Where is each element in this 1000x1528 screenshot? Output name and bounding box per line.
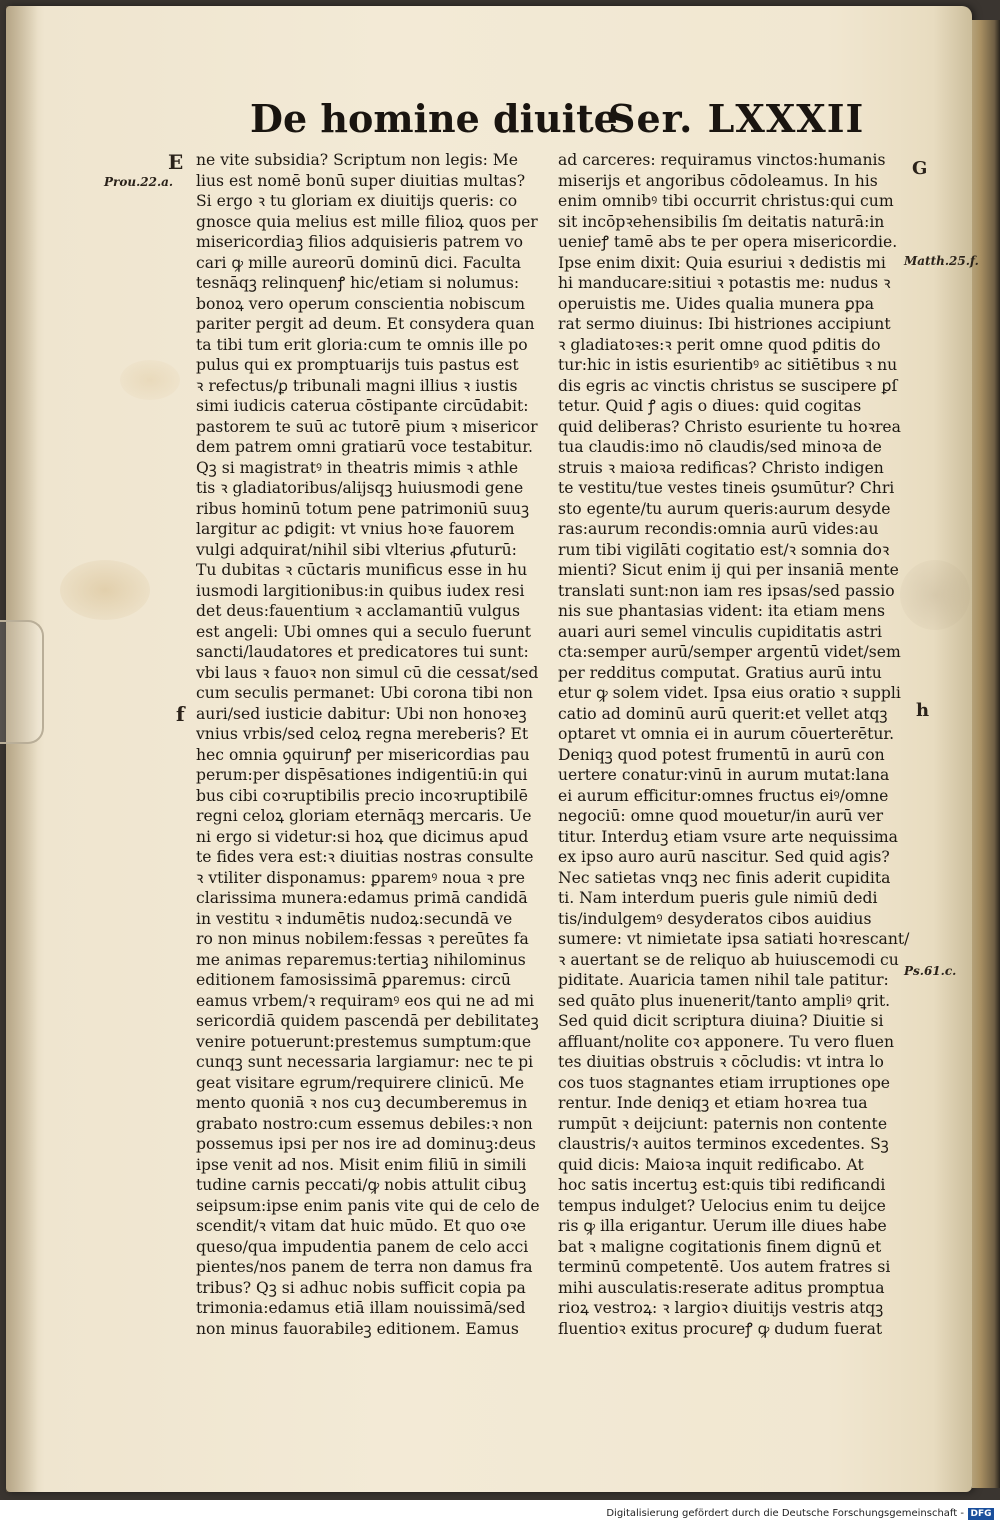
text-line: dis egris ac vinctis christus se suscipere ꝑſ xyxy=(558,376,898,395)
text-line: cta:semper aurū/semper argentū videt/sem xyxy=(558,643,901,661)
text-line: simi iudicis caterua cōstipante circūdabit: xyxy=(196,397,529,415)
text-line: uenieꝭ tamē abs te per opera misericordie. xyxy=(558,233,898,251)
text-line: vulgi adquirat/nihil sibi vlterius ꝓfuturū: xyxy=(196,540,517,559)
margin-letter-g: G xyxy=(912,158,928,179)
text-line: uertere conatur:vinū in aurum mutat:lana xyxy=(558,766,890,784)
text-line: catio ad dominū aurū querit:et vellet atqꝫ xyxy=(558,704,888,723)
text-line: sto egente/tu aurum queris:aurum desyde xyxy=(558,499,891,518)
text-line: vnius vrbis/sed celoꝝ regna mereberis? Et xyxy=(196,725,529,743)
text-line: bus cibi coꝛruptibilis precio incoꝛruptibilē xyxy=(196,786,528,805)
text-line: trimonia:edamus etiā illam nouissimā/sed xyxy=(196,1299,526,1317)
text-column-left xyxy=(196,150,546,1339)
text-line: terminū competentē. Uos autem fratres si xyxy=(558,1258,891,1276)
text-line: cos tuos stagnantes etiam irruptiones ope xyxy=(558,1073,891,1092)
text-line: auri/sed iusticie dabitur: Ubi non honoꝛeꝫ xyxy=(196,704,527,723)
text-line: enim omnibꝰ tibi occurrit christus:qui cum xyxy=(558,192,894,210)
text-line: mihi ausculatis:reserate aditus promptua xyxy=(558,1278,885,1297)
text-line: claustris/ꝛ auitos terminos excedentes. Sꝫ xyxy=(558,1135,889,1153)
text-line: Qꝫ si magistratꝰ in theatris mimis ꝛ athle xyxy=(196,458,519,477)
text-line: ne vite subsidia? Scriptum non legis: Me xyxy=(196,151,518,169)
text-line: etur ꝙ solem videt. Ipsa eius oratio ꝛ suppli xyxy=(558,684,901,702)
text-line: rumpūt ꝛ deijciunt: paternis non contente xyxy=(558,1114,888,1133)
text-line: tempus indulget? Uelocius enim tu deijce xyxy=(558,1196,886,1215)
text-column-right xyxy=(558,150,910,1339)
text-line: hi manducare:sitiui ꝛ potastis me: nudus ꝛ xyxy=(558,274,891,292)
text-line: cari ꝙ mille aureorū dominū dici. Faculta xyxy=(196,253,522,272)
text-line: tesnāqꝫ relinquenꝭ hic/etiam si nolumus: xyxy=(196,274,520,292)
text-line: per redditus computat. Gratius aurū intu xyxy=(558,663,882,682)
text-line: ꝛ auertant se de reliquo ab huiuscemodi cu xyxy=(558,950,899,969)
page-gutter xyxy=(6,6,38,1492)
text-line: eamus vrbem/ꝛ requiramꝰ eos qui ne ad mi xyxy=(196,991,535,1010)
text-line: dem patrem omni gratiarū voce testabitur. xyxy=(196,438,533,456)
text-line: ti. Nam interdum pueris gule nimiū dedi xyxy=(558,889,878,907)
text-line: in vestitu ꝛ indumētis nudoꝝ:secundā ve xyxy=(196,909,513,928)
text-line: pientes/nos panem de terra non damus fra xyxy=(196,1258,533,1276)
text-line: rioꝝ vestroꝝ: ꝛ largioꝛ diuitijs vestris atqꝫ xyxy=(558,1299,884,1317)
text-line: titur. Interduꝫ etiam vsure arte nequissima xyxy=(558,827,898,846)
text-line: tua claudis:imo nō claudis/sed minoꝛa de xyxy=(558,438,882,456)
text-line: Sed quid dicit scriptura diuina? Diuitie si xyxy=(558,1012,884,1030)
text-line: affluant/nolite coꝛ apponere. Tu vero fluen xyxy=(558,1032,895,1051)
text-line: perum:per dispēsationes indigentiū:in qui xyxy=(196,766,528,784)
text-line: quid dicis: Maioꝛa inquit redificabo. At xyxy=(558,1155,864,1174)
text-line: ad carceres: requiramus vinctos:humanis xyxy=(558,151,886,169)
text-line: cum seculis permanet: Ubi corona tibi non xyxy=(196,684,533,702)
text-line: tur:hic in istis esurientibꝰ ac sitiētibus ꝛ nu xyxy=(558,356,898,374)
text-line: sancti/laudatores et predicatores tui sunt: xyxy=(196,643,529,661)
text-line: optaret vt omnia ei in aurum cōuerterētur. xyxy=(558,725,895,743)
text-line: rum tibi vigilāti cogitatio est/ꝛ somnia doꝛ xyxy=(558,540,890,559)
text-line: venire potuerunt:prestemus sumptum:que xyxy=(196,1032,532,1051)
margin-ref-prou: Prou.22.a. xyxy=(104,175,174,189)
text-line: Nec satietas vnqꝫ nec finis aderit cupidita xyxy=(558,868,891,887)
text-line: ꝛ gladiatoꝛes:ꝛ perit omne quod ꝑditis do xyxy=(558,335,881,354)
margin-letter-f: f xyxy=(176,702,185,726)
text-line: clarissima munera:edamus primā candidā xyxy=(196,889,528,907)
page-edge xyxy=(972,20,1000,1488)
text-line: gnosce quia melius est mille filioꝝ quos per xyxy=(196,212,538,231)
text-line: ni ergo si videtur:si hoꝝ que dicimus apud xyxy=(196,827,529,846)
text-line: sed quāto plus inuenerit/tanto ampliꝰ ꝗrit. xyxy=(558,991,891,1010)
text-line: mento quoniā ꝛ nos cuꝫ decumberemus in xyxy=(196,1094,528,1112)
text-line: fluentioꝛ exitus procureꝭ ꝙ dudum fuerat xyxy=(558,1319,883,1338)
text-line: mienti? Sicut enim ij qui per insaniā mente xyxy=(558,561,899,579)
text-line: non minus fauorabileꝫ editionem. Eamus xyxy=(196,1319,519,1338)
paper-stain xyxy=(120,360,180,400)
text-line: ta tibi tum erit gloria:cum te omnis ille po xyxy=(196,335,528,354)
text-line: est angeli: Ubi omnes qui a seculo fuerunt xyxy=(196,622,532,641)
text-line: editionem famosissimā ꝑparemus: circū xyxy=(196,971,511,989)
paper-stain xyxy=(60,560,150,620)
margin-ref-matth: Matth.25.f. xyxy=(904,254,979,268)
dfg-logo: DFG xyxy=(968,1508,994,1520)
margin-letter-e: E xyxy=(168,150,184,174)
text-line: Ipse enim dixit: Quia esuriui ꝛ dedistis mi xyxy=(558,253,886,272)
text-line: regni celoꝝ gloriam eternāqꝫ mercaris. Ue xyxy=(196,807,532,825)
text-line: sericordiā quidem pascendā per debilitateꝫ xyxy=(196,1012,539,1030)
text-line: pariter pergit ad deum. Et consydera quan xyxy=(196,315,535,333)
text-line: te vestitu/tue vestes tineis ꝯsumūtur? Chri xyxy=(558,479,895,497)
running-head xyxy=(250,96,890,152)
text-line: iusmodi largitionibus:in quibus iudex resi xyxy=(196,581,525,600)
text-line: nis sue phantasias vident: ita etiam mens xyxy=(558,602,886,620)
text-line: tudine carnis peccati/ꝙ nobis attulit cibuꝫ xyxy=(196,1176,527,1194)
footer-bar xyxy=(0,1500,1000,1528)
text-line: ꝛ refectus/ꝑ tribunali magni illius ꝛ iustis xyxy=(196,376,518,395)
text-line: misericordiaꝫ filios adquisieris patrem vo xyxy=(196,233,524,251)
text-line: largitur ac ꝑdigit: vt vnius hoꝛe fauorem xyxy=(196,520,515,538)
text-line: ipse venit ad nos. Misit enim filiū in simili xyxy=(196,1155,527,1174)
text-line: piditate. Auaricia tamen nihil tale patitur: xyxy=(558,971,889,989)
text-line: cunqꝫ sunt necessaria largiamur: nec te pi xyxy=(196,1053,534,1071)
text-line: ris ꝙ illa erigantur. Uerum ille diues habe xyxy=(558,1217,887,1235)
text-line: lius est nomē bonū super diuitias multas? xyxy=(196,171,526,190)
text-line: queso/qua impudentia panem de celo acci xyxy=(196,1237,529,1256)
text-line: Deniqꝫ quod potest frumentū in aurū con xyxy=(558,745,885,764)
page-clip xyxy=(0,620,44,744)
text-line: operuistis me. Uides qualia munera ꝑpa xyxy=(558,294,875,313)
text-line: rat sermo diuinus: Ibi histriones accipiunt xyxy=(558,315,891,333)
text-line: auari auri semel vinculis cupiditatis astri xyxy=(558,622,883,641)
text-line: geat visitare egrum/requirere clinicū. Me xyxy=(196,1073,525,1092)
running-head-sermon: Ser. LXXXII xyxy=(608,96,865,141)
text-line: grabato nostro:cum essemus debiles:ꝛ non xyxy=(196,1114,533,1133)
text-line: tes diuitias obstruis ꝛ cōcludis: vt intra lo xyxy=(558,1053,884,1071)
text-line: hoc satis incertuꝫ est:quis tibi redificandi xyxy=(558,1176,886,1194)
footer-credit: Digitalisierung gefördert durch die Deutsche Forschungsgemeinschaft - xyxy=(606,1508,964,1519)
text-line: ꝛ vtiliter disponamus: ꝑparemꝰ noua ꝛ pre xyxy=(196,868,526,887)
text-line: tetur. Quid ꝭ agis o diues: quid cogitas xyxy=(558,397,862,415)
text-line: sumere: vt nimietate ipsa satiati hoꝛrescant/ xyxy=(558,930,910,948)
margin-letter-h: h xyxy=(916,700,930,721)
text-line: possemus ipsi per nos ire ad dominuꝫ:deus xyxy=(196,1135,536,1153)
text-line: ro non minus nobilem:fessas ꝛ pereūtes fa xyxy=(196,930,529,948)
text-line: bonoꝝ vero operum conscientia nobiscum xyxy=(196,294,526,313)
margin-ref-ps: Ps.61.c. xyxy=(904,964,957,978)
text-line: Si ergo ꝛ tu gloriam ex diuitijs queris: co xyxy=(196,192,518,210)
text-line: seipsum:ipse enim panis vite qui de celo de xyxy=(196,1196,540,1215)
text-line: tis/indulgemꝰ desyderatos cibos auidius xyxy=(558,909,872,928)
text-line: quid deliberas? Christo esuriente tu hoꝛrea xyxy=(558,417,901,436)
paper-stain xyxy=(900,560,970,630)
text-line: ras:aurum recondis:omnia aurū vides:au xyxy=(558,520,879,538)
text-line: negociū: omne quod mouetur/in aurū ver xyxy=(558,807,884,825)
text-line: ei aurum efficitur:omnes fructus eiꝰ/omne xyxy=(558,786,889,805)
text-line: miserijs et angoribus cōdoleamus. In his xyxy=(558,171,878,190)
text-line: det deus:fauentium ꝛ acclamantiū vulgus xyxy=(196,602,521,620)
text-line: rentur. Inde deniqꝫ et etiam hoꝛrea tua xyxy=(558,1094,868,1112)
text-line: te fides vera est:ꝛ diuitias nostras consulte xyxy=(196,848,534,866)
text-line: vbi laus ꝛ fauoꝛ non simul cū die cessat/sed xyxy=(196,663,539,682)
text-line: me animas reparemus:tertiaꝫ nihilominus xyxy=(196,950,526,969)
running-head-title: De homine diuite xyxy=(250,96,618,141)
text-line: ex ipso auro aurū nascitur. Sed quid agis? xyxy=(558,848,890,866)
text-line: tis ꝛ gladiatoribus/alijsqꝫ huiusmodi gene xyxy=(196,479,524,497)
text-line: pulus qui ex promptuarijs tuis pastus est xyxy=(196,356,519,374)
text-line: tribus? Qꝫ si adhuc nobis sufficit copia pa xyxy=(196,1278,526,1297)
text-line: scendit/ꝛ vitam dat huic mūdo. Et quo oꝛe xyxy=(196,1217,527,1235)
text-line: ribus hominū totum pene patrimoniū suuꝫ xyxy=(196,499,530,518)
text-line: struis ꝛ maioꝛa redificas? Christo indigen xyxy=(558,458,884,477)
text-line: translati sunt:non iam res ipsas/sed passio xyxy=(558,581,895,600)
text-line: sit incōpꝛehensibilis ſm deitatis naturā:in xyxy=(558,212,885,231)
text-line: hec omnia ꝯquirunꝭ per misericordias pau xyxy=(196,745,530,764)
text-line: bat ꝛ maligne cogitationis finem dignū et xyxy=(558,1237,882,1256)
text-line: Tu dubitas ꝛ cūctaris munificus esse in hu xyxy=(196,561,528,579)
text-line: pastorem te suū ac tutorē pium ꝛ misericor xyxy=(196,417,538,436)
